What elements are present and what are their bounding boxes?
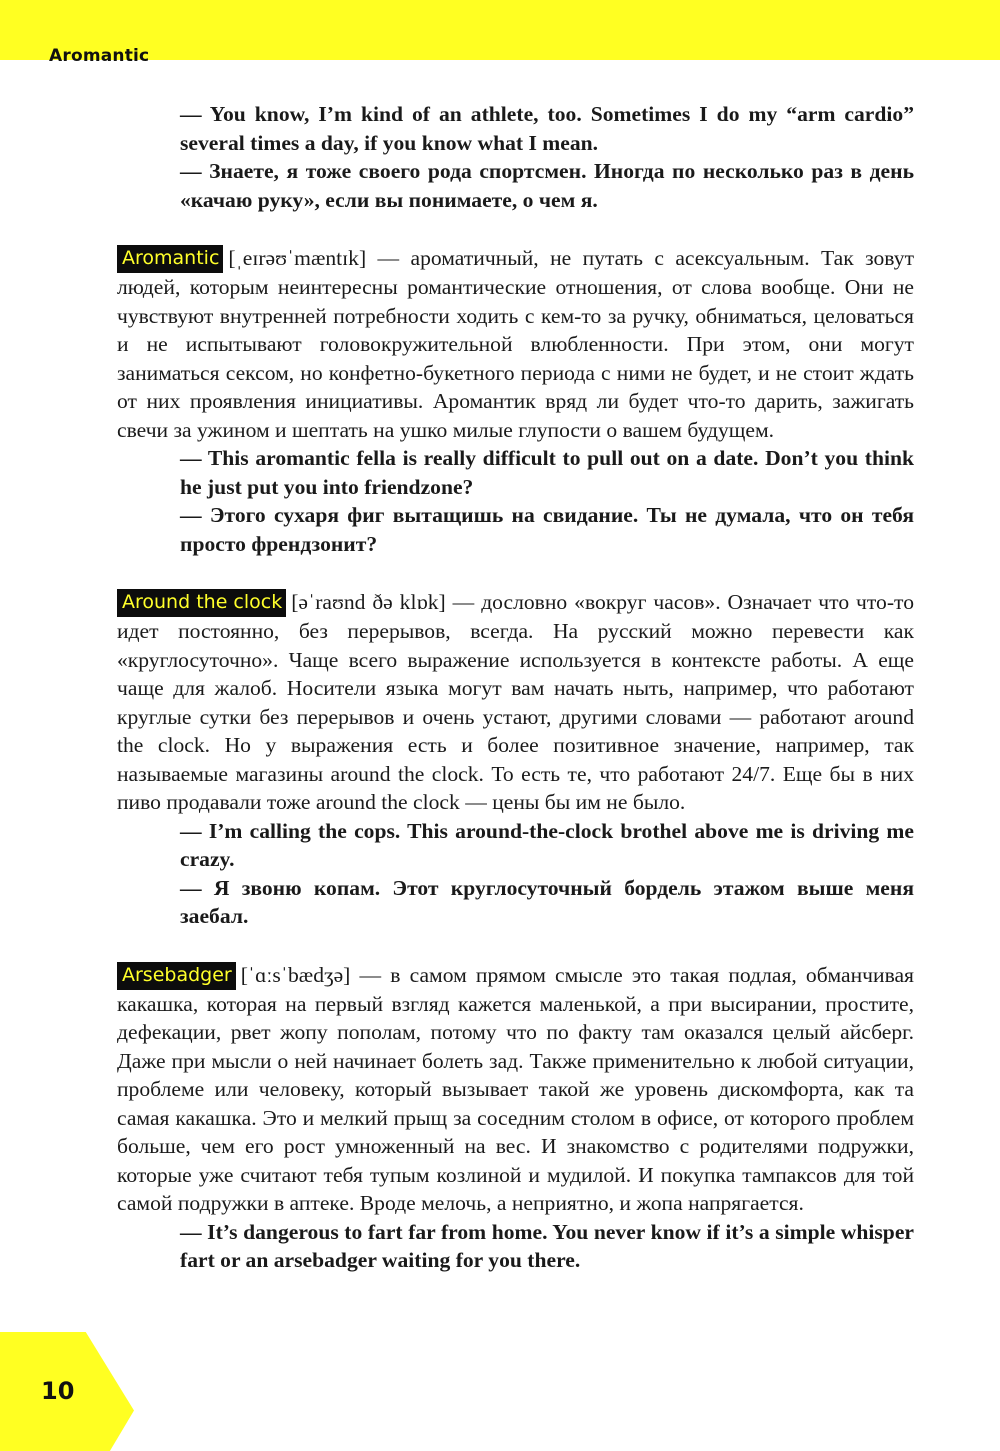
headword: Around the clock xyxy=(117,589,286,617)
headword: Arsebadger xyxy=(117,962,236,990)
example-en: — I’m calling the cops. This around-the-clock brothel above me is driving me crazy. xyxy=(180,818,914,871)
example-ru: — Знаете, я тоже своего рода спортсмен. Иногда по несколько раз в день «качаю руку», если вы понимаете, о чем я. xyxy=(180,159,914,212)
transcription: [ˌeɪrəʊˈmæntɪk] xyxy=(228,246,367,270)
page-content xyxy=(117,100,915,1275)
entry-definition xyxy=(117,961,914,1218)
example-ru: — Я звоню копам. Этот круглосуточный бордель этажом выше меня заебал. xyxy=(180,875,914,928)
headword: Aromantic xyxy=(117,245,223,273)
example-en: — You know, I’m kind of an athlete, too. Sometimes I do my “arm cardio” several times a day, if you know what I mean. xyxy=(180,102,914,155)
entry-definition xyxy=(117,244,914,444)
page-number: 10 xyxy=(41,1377,75,1405)
intro-examples xyxy=(180,100,914,214)
example-ru: — Этого сухаря фиг вытащишь на свидание. Ты не думала, что он тебя просто френдзонит? xyxy=(180,503,914,556)
transcription: [ˈɑːsˈbædʒə] xyxy=(240,962,351,987)
header-band xyxy=(0,0,1000,60)
definition-text: — ароматичный, не путать с асексуальным. Так зовут людей, которым неинтересны романтические отношения, от слова вообще. Они не чувствуют внутренней потребности ходить с кем-то за ручку, обниматься, целоваться и не испытывают головокружительной влюбленности. При этом, они могут заниматься сексом, но конфетно-букетного периода с ними не будет, и не стоит ждать от них проявления инициативы. Аромантик вряд ли будет что-то дарить, зажигать свечи за ужином и шептать на ушко милые глупости о вашем будущем. xyxy=(117,246,915,442)
definition-text: — дословно «вокруг часов». Означает что что-то идет постоянно, без перерывов, всегда. На русский можно перевести как «круглосуточно». Чаще всего выражение используется в контексте работы. А еще чаще для жалоб. Носители языка могут вам начать ныть, например, что работают круглые сутки без перерывов и очень устают, другими словами — работают around the clock. Но у выражения есть и более позитивное значение, например, так называемые магазины around the clock. То есть те, что работают 24/7. Еще бы в них пиво продавали тоже around the clock — цены бы им не было. xyxy=(117,590,914,814)
entry-definition xyxy=(117,588,914,817)
entry-arsebadger xyxy=(117,961,914,1275)
transcription: [əˈraʊnd ðə klɒk] xyxy=(291,590,446,614)
definition-text: — в самом прямом смысле это такая подлая, обманчивая какашка, которая на первый взгляд кажется маленькой, а при высирании, простите, дефекации, рвет жопу пополам, потому что по факту там оказался целый айсберг. Даже при мысли о ней начинает болеть зад. Также применительно к любой ситуации, проблеме или человеку, который вызывает такой же уровень дискомфорта, как та самая какашка. Это и мелкий прыщ за соседним столом в офисе, от которого проблем больше, чем его рост умноженный на вес. И знакомство с родителями подружки, которые уже считают тебя тупым козлиной и мудилой. И покупка тампаксов для той самой подружки в аптеке. Вроде мелочь, а неприятно, и жопа напрягается. xyxy=(117,962,914,1215)
example-en: — It’s dangerous to fart far from home. You never know if it’s a simple whisper fart or an arsebadger waiting for you there. xyxy=(180,1219,914,1272)
running-head: Aromantic xyxy=(49,46,150,66)
example-en: — This aromantic fella is really difficult to pull out on a date. Don’t you think he just put you into friendzone? xyxy=(180,446,914,499)
entry-aromantic xyxy=(117,244,915,558)
entry-around-the-clock xyxy=(117,588,914,931)
